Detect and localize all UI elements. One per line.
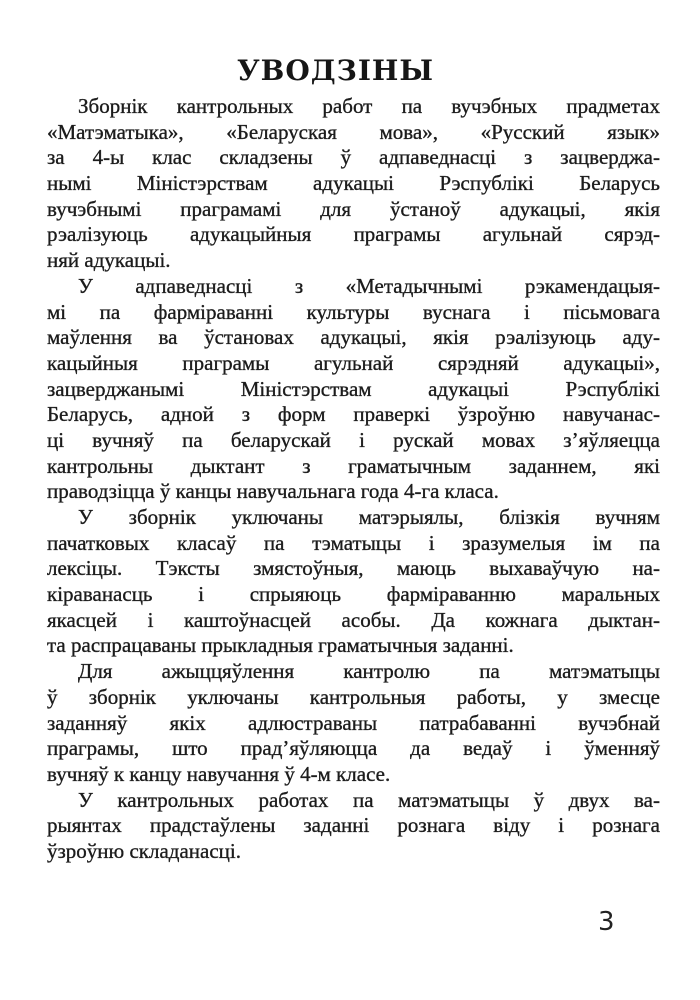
page-title: УВОДЗІНЫ: [236, 54, 435, 87]
text-line: мі па фарміраванні культуры вуснага і пісьмовага: [47, 299, 660, 324]
text-line: маўлення ва ўстановах адукацыі, якія рэалізуюць аду-: [47, 325, 660, 350]
text-line: вучняў к канцу навучання ў 4-м класе.: [47, 761, 391, 786]
paragraph: [47, 274, 660, 505]
paragraph: [47, 94, 660, 274]
text-line: рэалізуюць адукацыйныя праграмы агульнай сярэд-: [47, 222, 660, 247]
text-line: няй адукацыі.: [47, 248, 171, 273]
text-line: нымі Міністэрствам адукацыі Рэспублікі Беларусь: [47, 171, 660, 196]
text-line: лексіцы. Тэксты змястоўныя, маюць выхаваўчую на-: [47, 556, 660, 581]
text-block: [47, 94, 660, 865]
paragraph: [47, 788, 660, 865]
text-line: «Матэматыка», «Беларуская мова», «Русский язык»: [47, 119, 660, 144]
text-line: ў зборнік уключаны кантрольныя работы, у змесце: [47, 684, 660, 709]
paragraph: [47, 505, 660, 659]
page-number: 3: [598, 907, 615, 937]
text-line: ўзроўню складанасці.: [47, 838, 242, 863]
text-line: рыянтах прадстаўлены заданні рознага віду і рознага: [47, 813, 660, 838]
text-line: праграмы, што прад’яўляюцца да ведаў і ўменняў: [47, 736, 660, 761]
text-line: Беларусь, адной з форм праверкі ўзроўню навучанас-: [47, 402, 660, 427]
text-line: Зборнік кантрольных работ па вучэбных прадметах: [78, 94, 660, 118]
text-line: праводзіцца ў канцы навучальнага года 4-га класа.: [47, 479, 499, 504]
text-line: У кантрольных работах па матэматыцы ў двух ва-: [78, 787, 660, 812]
text-line: У зборнік уключаны матэрыялы, блізкія вучням: [78, 505, 660, 529]
paragraph: [47, 659, 660, 787]
text-line: кацыйныя праграмы агульнай сярэдняй адукацыі»,: [47, 350, 660, 375]
text-line: ці вучняў па беларускай і рускай мовах з’яўляецца: [47, 427, 660, 452]
text-line: заданняў якіх адлюстраваны патрабаванні вучэбнай: [47, 710, 660, 735]
text-line: за 4-ы клас складзены ў адпаведнасці з зацверджа-: [47, 145, 660, 170]
text-line: пачатковых класаў па тэматыцы і зразумелыя ім па: [47, 530, 660, 555]
text-line: та распрацаваны прыкладныя граматычныя заданні.: [47, 633, 514, 658]
text-line: зацверджанымі Міністэрствам адукацыі Рэспублікі: [47, 376, 660, 401]
text-line: якасцей і каштоўнасцей асобы. Да кожнага дыктан-: [47, 607, 660, 632]
text-line: кантрольны дыктант з граматычным заданнем, які: [47, 453, 660, 478]
text-line: Для ажыццяўлення кантролю па матэматыцы: [78, 659, 660, 684]
text-line: вучэбнымі праграмамі для ўстаноў адукацыі, якія: [47, 196, 660, 221]
text-line: кіраванасць і спрыяюць фарміраванню маральных: [47, 582, 660, 607]
text-line: У адпаведнасці з «Метадычнымі рэкамендацыя-: [78, 273, 660, 298]
